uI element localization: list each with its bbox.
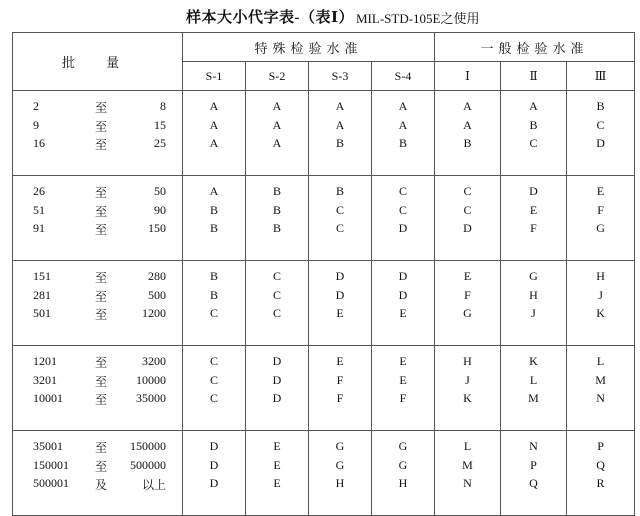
lot-range (13, 269, 182, 288)
sample-size-code: E (273, 439, 281, 453)
sample-size-code: N (529, 439, 538, 453)
lot-group-row (13, 91, 635, 176)
lot-separator: 至 (95, 101, 108, 115)
sample-size-code: C (272, 306, 281, 320)
lot-size-cell (13, 91, 183, 176)
sample-size-code: C (335, 221, 344, 235)
code-cell (183, 261, 246, 346)
sample-size-code: B (596, 99, 605, 113)
level-header-s3: S-3 (309, 62, 372, 91)
sample-size-code: H (463, 354, 472, 368)
sample-size-code: A (209, 99, 219, 113)
sample-size-code: B (209, 287, 218, 302)
sample-size-code: R (596, 476, 605, 490)
sample-size-code: C (209, 354, 218, 368)
code-cell (183, 176, 246, 261)
code-cell (501, 176, 567, 261)
sample-size-code: F (399, 391, 407, 405)
sample-size-code: E (273, 476, 281, 490)
sample-size-code: J (598, 287, 603, 302)
lot-from: 91 (33, 221, 45, 235)
sample-size-code: A (529, 99, 538, 113)
lot-range (13, 373, 182, 392)
sample-size-code: E (336, 354, 344, 368)
sample-size-code: Q (596, 457, 605, 472)
code-cell (435, 431, 501, 516)
lot-to: 50 (154, 184, 166, 198)
sample-size-code: D (272, 391, 282, 405)
lot-range (13, 391, 182, 410)
sample-size-code: E (463, 269, 472, 283)
code-cell (309, 431, 372, 516)
code-cell (372, 176, 435, 261)
title-line (0, 0, 640, 30)
lot-separator: 及 (95, 478, 108, 492)
sample-size-code: C (209, 306, 218, 320)
sample-size-code: D (398, 269, 408, 283)
sample-size-code: B (335, 184, 344, 198)
lot-from: 2 (33, 99, 39, 113)
code-cell (183, 431, 246, 516)
sample-size-code: G (335, 457, 345, 472)
lot-range (13, 476, 182, 495)
sample-size-code: H (596, 269, 605, 283)
lot-group-row (13, 176, 635, 261)
sample-size-code: B (463, 136, 472, 150)
lot-from: 281 (33, 287, 51, 302)
lot-separator: 至 (95, 356, 108, 370)
code-cell (183, 91, 246, 176)
level-header-i: Ⅰ (435, 62, 501, 91)
code-cell (246, 346, 309, 431)
sample-size-code: J (531, 306, 536, 320)
lot-to: 以上 (141, 478, 166, 492)
lot-separator: 至 (95, 119, 108, 134)
sample-size-code: A (463, 99, 472, 113)
lot-range (13, 99, 182, 118)
lot-to: 8 (160, 99, 166, 113)
lot-from: 3201 (33, 372, 57, 387)
sample-size-code: D (596, 136, 605, 150)
sample-size-code: L (529, 372, 538, 387)
lot-range (13, 118, 182, 137)
sample-size-code: K (596, 306, 605, 320)
sample-size-code: F (464, 287, 471, 302)
special-inspection-header: 特殊检验水准 (183, 33, 435, 62)
sample-size-code: G (398, 457, 408, 472)
sample-size-code: A (463, 117, 472, 132)
sample-size-code: C (529, 136, 538, 150)
sample-size-code: C (596, 117, 605, 132)
code-cell (435, 176, 501, 261)
sample-size-code: D (463, 221, 472, 235)
lot-to: 3200 (142, 354, 166, 368)
lot-separator: 至 (95, 138, 108, 152)
lot-from: 26 (33, 184, 45, 198)
sample-size-code: A (272, 136, 282, 150)
code-cell (309, 346, 372, 431)
sample-size-code: L (596, 354, 605, 368)
sample-size-code: N (596, 391, 605, 405)
level-header-s4: S-4 (372, 62, 435, 91)
sample-size-code: E (399, 372, 407, 387)
lot-to: 1200 (142, 306, 166, 320)
lot-from: 500001 (33, 476, 69, 490)
sample-size-code: D (398, 287, 408, 302)
lot-to: 500000 (130, 457, 166, 472)
sample-size-code: D (335, 287, 345, 302)
lot-group-row (13, 346, 635, 431)
lot-separator: 至 (95, 459, 108, 474)
code-cell (372, 91, 435, 176)
lot-separator: 至 (95, 204, 108, 219)
lot-to: 280 (148, 269, 166, 283)
sample-size-code: N (463, 476, 472, 490)
code-cell (309, 176, 372, 261)
sample-size-code: H (335, 476, 345, 490)
sample-size-code: G (398, 439, 408, 453)
sample-size-code: M (462, 457, 473, 472)
lot-group-row (13, 431, 635, 516)
sample-size-code: G (463, 306, 472, 320)
lot-from: 16 (33, 136, 45, 150)
lot-range (13, 439, 182, 458)
level-header-s2: S-2 (246, 62, 309, 91)
sample-size-code: F (336, 391, 344, 405)
sample-size-code: A (335, 99, 345, 113)
sample-size-code: E (596, 184, 605, 198)
lot-from: 150001 (33, 457, 69, 472)
lot-separator: 至 (95, 186, 108, 200)
level-header-ii: Ⅱ (501, 62, 567, 91)
code-cell (435, 261, 501, 346)
code-cell (309, 261, 372, 346)
lot-range (13, 136, 182, 155)
lot-from: 151 (33, 269, 51, 283)
code-cell (372, 261, 435, 346)
sample-size-code: F (530, 221, 537, 235)
sample-size-code: A (398, 117, 408, 132)
lot-size-cell (13, 261, 183, 346)
code-cell (567, 91, 635, 176)
sample-size-code: C (272, 269, 281, 283)
lot-from: 9 (33, 117, 39, 132)
lot-to: 500 (148, 287, 166, 302)
sample-size-code: B (272, 202, 281, 217)
sample-size-code: C (209, 391, 218, 405)
general-inspection-header: 一般检验水准 (435, 33, 635, 62)
code-cell (246, 91, 309, 176)
sample-size-code: A (209, 117, 219, 132)
sample-size-code: D (209, 457, 219, 472)
sample-size-code: B (209, 202, 218, 217)
code-cell (246, 261, 309, 346)
lot-range (13, 221, 182, 240)
code-cell (567, 346, 635, 431)
lot-to: 90 (154, 202, 166, 217)
sample-size-code: D (272, 354, 282, 368)
sample-size-code: B (209, 221, 218, 235)
sample-size-code: C (272, 287, 281, 302)
code-cell (567, 431, 635, 516)
lot-separator: 至 (95, 289, 108, 304)
sample-size-code: C (463, 202, 472, 217)
table-subtitle: MIL-STD-105E之使用 (356, 11, 480, 26)
lot-size-cell (13, 176, 183, 261)
sample-size-code: A (398, 99, 408, 113)
code-cell (501, 431, 567, 516)
code-cell (246, 176, 309, 261)
table-body (13, 91, 635, 516)
sample-size-code: D (398, 221, 408, 235)
sample-size-code: P (597, 439, 604, 453)
sample-size-code: A (272, 117, 282, 132)
sample-size-code: D (272, 372, 282, 387)
lot-separator: 至 (95, 374, 108, 389)
sample-size-code-table (12, 32, 635, 516)
sample-size-code: P (530, 457, 537, 472)
code-cell (309, 91, 372, 176)
sample-size-code: Q (529, 476, 538, 490)
sample-size-code: G (529, 269, 538, 283)
lot-size-cell (13, 346, 183, 431)
code-cell (567, 261, 635, 346)
level-header-iii: Ⅲ (567, 62, 635, 91)
code-cell (183, 346, 246, 431)
sample-size-code: G (335, 439, 345, 453)
lot-range (13, 184, 182, 203)
lot-to: 150 (148, 221, 166, 235)
sample-size-code: A (335, 117, 345, 132)
lot-to: 35000 (136, 391, 166, 405)
sample-size-code: A (209, 136, 219, 150)
lot-range (13, 354, 182, 373)
lot-from: 1201 (33, 354, 57, 368)
lot-to: 25 (154, 136, 166, 150)
sample-size-code: K (529, 354, 538, 368)
sample-size-code: E (273, 457, 281, 472)
code-cell (372, 346, 435, 431)
lot-range (13, 288, 182, 307)
lot-size-cell (13, 431, 183, 516)
lot-from: 51 (33, 202, 45, 217)
sample-size-code: G (596, 221, 605, 235)
sample-size-code: E (399, 306, 407, 320)
code-cell (501, 346, 567, 431)
sample-size-code: B (529, 117, 538, 132)
sample-size-code: B (272, 184, 281, 198)
lot-group-row (13, 261, 635, 346)
lot-separator: 至 (95, 393, 108, 407)
lot-range (13, 203, 182, 222)
lot-range (13, 458, 182, 477)
lot-to: 15 (154, 117, 166, 132)
sample-size-code: C (399, 202, 408, 217)
code-cell (567, 176, 635, 261)
sample-size-code: E (529, 202, 538, 217)
sample-size-code: C (399, 184, 408, 198)
sample-size-code: E (399, 354, 407, 368)
sample-size-code: B (399, 136, 408, 150)
lot-separator: 至 (95, 441, 108, 455)
lot-separator: 至 (95, 271, 108, 285)
sample-size-code: H (529, 287, 538, 302)
sample-size-code: D (209, 439, 219, 453)
sample-size-code: C (335, 202, 344, 217)
sample-size-code: L (463, 439, 472, 453)
code-cell (435, 91, 501, 176)
sample-size-code: K (463, 391, 472, 405)
lot-from: 501 (33, 306, 51, 320)
sample-size-code: M (595, 372, 606, 387)
level-header-s1: S-1 (183, 62, 246, 91)
lot-to: 150000 (130, 439, 166, 453)
lot-range (13, 306, 182, 325)
sample-size-code: D (529, 184, 538, 198)
sample-size-code: B (335, 136, 344, 150)
code-cell (372, 431, 435, 516)
lot-separator: 至 (95, 223, 108, 237)
lot-from: 35001 (33, 439, 63, 453)
sample-size-code: B (272, 221, 281, 235)
sample-size-code: D (209, 476, 219, 490)
sample-size-code: B (209, 269, 218, 283)
sample-size-code: C (209, 372, 218, 387)
sample-size-code: A (209, 184, 219, 198)
lot-to: 10000 (136, 372, 166, 387)
sample-size-code: F (597, 202, 604, 217)
lot-size-header: 批 量 (13, 33, 183, 91)
sample-size-code: F (336, 372, 344, 387)
code-cell (246, 431, 309, 516)
table-title: 样本大小代字表-（表Ⅰ） (186, 10, 355, 26)
code-cell (435, 346, 501, 431)
sample-size-code: C (463, 184, 472, 198)
sample-size-code: A (272, 99, 282, 113)
code-cell (501, 261, 567, 346)
lot-separator: 至 (95, 308, 108, 322)
sample-size-code: D (335, 269, 345, 283)
lot-from: 10001 (33, 391, 63, 405)
sample-size-code: E (336, 306, 344, 320)
code-cell (501, 91, 567, 176)
sample-size-code: M (528, 391, 539, 405)
sample-size-code: J (465, 372, 470, 387)
sample-size-code: H (398, 476, 408, 490)
